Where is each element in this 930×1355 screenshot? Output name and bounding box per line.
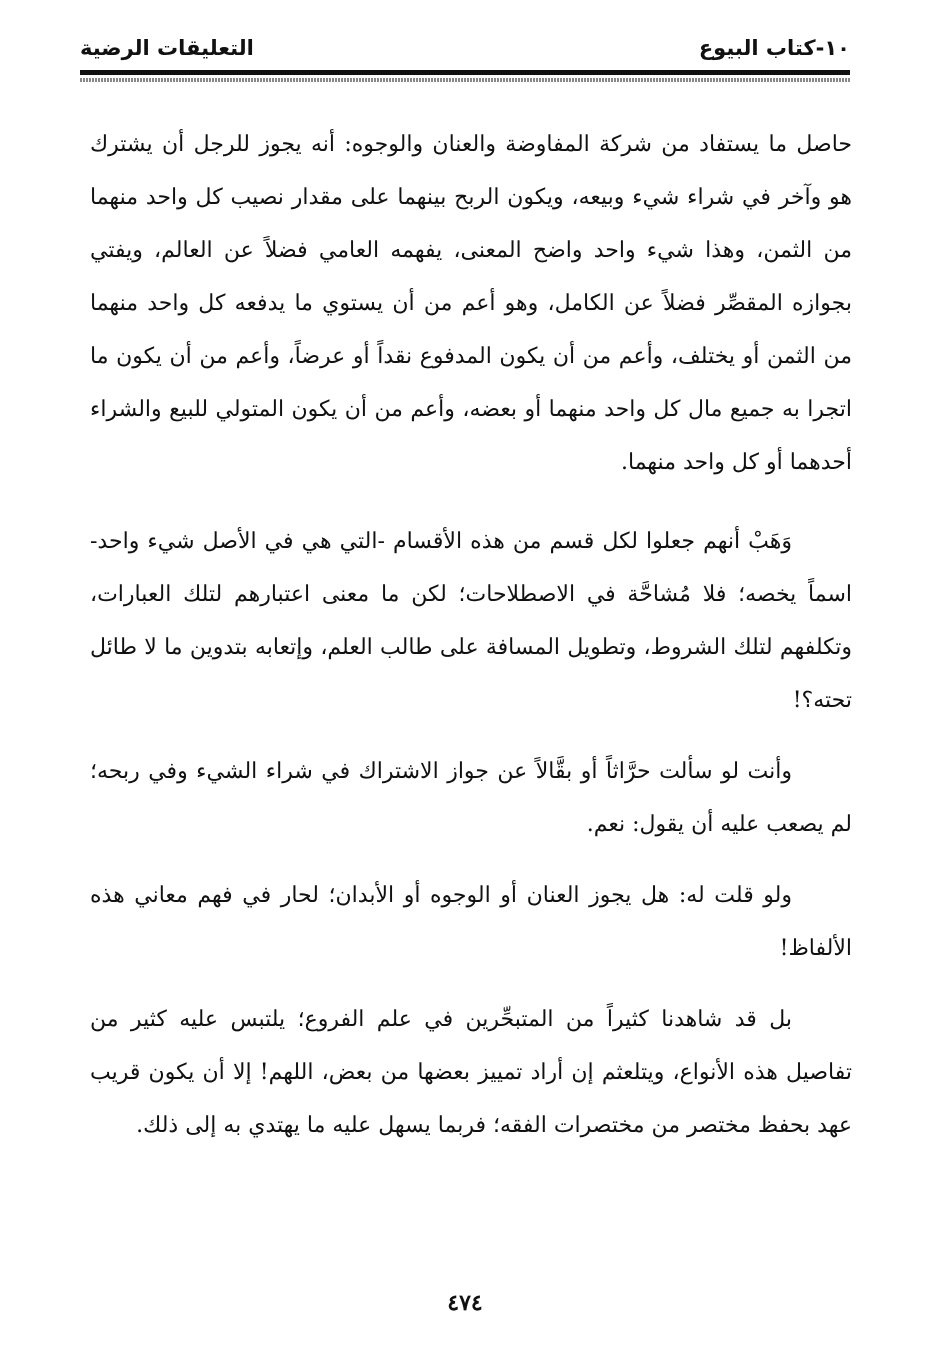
book-title: التعليقات الرضية bbox=[80, 36, 254, 60]
paragraph-2: وَهَبْ أنهم جعلوا لكل قسم من هذه الأقسام -التي هي في الأصل شيء واحد- اسماً يخصه؛ فلا مُشاحَّة في الاصطلاحات؛ لكن ما معنى اعتبارهم لتلك العبارات، وتكلفهم لتلك الشروط، وتطويل المسافة على طالب العلم، وإتعابه بتدوين ما لا طائل تحته؟! bbox=[90, 529, 852, 713]
paragraph-3: وأنت لو سألت حرَّاثاً أو بقَّالاً عن جواز الاشتراك في شراء الشيء وفي ربحه؛ لم يصعب عليه أن يقول: نعم. bbox=[90, 759, 852, 837]
paragraph-1: حاصل ما يستفاد من شركة المفاوضة والعنان والوجوه: أنه يجوز للرجل أن يشترك هو وآخر في شراء شيء وبيعه، ويكون الربح بينهما على مقدار نصيب كل واحد منهما من الثمن، وهذا شيء واحد واضح المعنى، يفهمه العامي فضلاً عن العالم، ويفتي بجوازه المقصِّر فضلاً عن الكامل، وهو أعم من أن يستوي ما يدفعه كل واحد منهما من الثمن أو يختلف، وأعم من أن يكون المدفوع نقداً أو عرضاً، وأعم من أن يكون ما اتجرا به جميع مال كل واحد منهما أو بعضه، وأعم من أن يكون المتولي للبيع والشراء أحدهما أو كل واحد منهما. bbox=[90, 132, 852, 475]
header-rule bbox=[80, 70, 850, 75]
paragraph-5: بل قد شاهدنا كثيراً من المتبحِّرين في علم الفروع؛ يلتبس عليه كثير من تفاصيل هذه الأنواع، ويتلعثم إن أراد تمييز بعضها من بعض، اللهم! إلا أن يكون قريب عهد بحفظ مختصر من مختصرات الفقه؛ فربما يسهل عليه ما يهتدي به إلى ذلك. bbox=[90, 1007, 852, 1138]
page-number: ٤٧٤ bbox=[447, 1290, 483, 1316]
body-text bbox=[90, 118, 852, 1170]
running-header bbox=[80, 30, 850, 70]
header-rule-dotted bbox=[80, 78, 850, 82]
chapter-title: ١٠-كتاب البيوع bbox=[698, 36, 850, 60]
paragraph-4: ولو قلت له: هل يجوز العنان أو الوجوه أو الأبدان؛ لحار في فهم معاني هذه الألفاظ! bbox=[90, 883, 852, 961]
